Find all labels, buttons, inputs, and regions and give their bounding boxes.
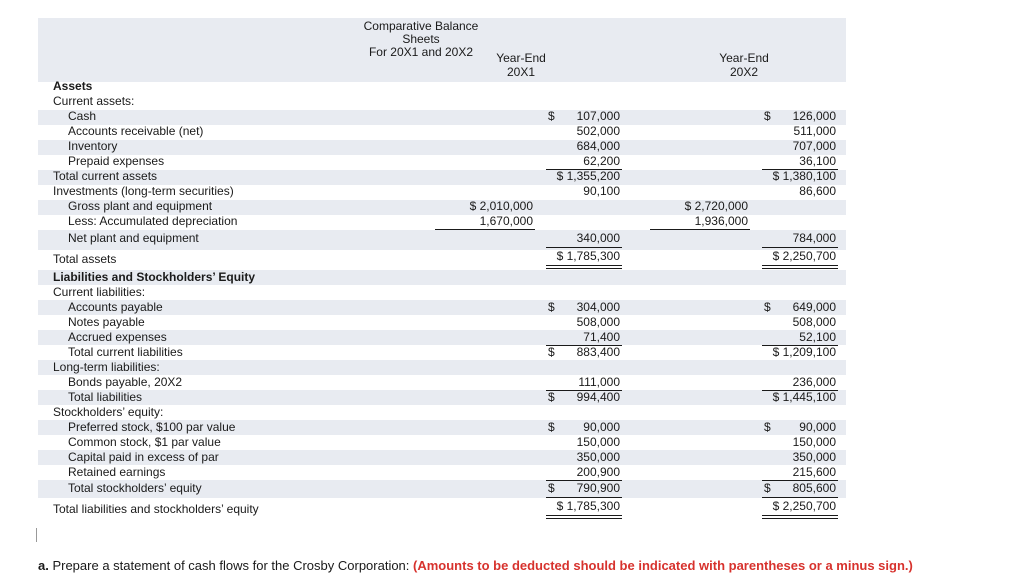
value-20x1: $ 1,785,300 [556, 249, 620, 263]
row-label: Total assets [53, 252, 117, 266]
value-20x1: 350,000 [576, 450, 620, 464]
row-label: Accrued expenses [68, 330, 167, 344]
column-header-20x1: Year-End 20X1 [496, 51, 546, 79]
double-underline [762, 265, 838, 269]
row-label: Net plant and equipment [68, 231, 199, 245]
subtotal-20x2: 1,936,000 [694, 214, 748, 228]
value-20x1: 502,000 [576, 124, 620, 138]
underline [650, 229, 750, 230]
value-20x2: 150,000 [792, 435, 836, 449]
row-label: Accounts payable [68, 300, 163, 314]
balance-sheet-table [38, 18, 846, 520]
value-20x2: 126,000 [792, 109, 836, 123]
value-20x2: $ 2,250,700 [772, 249, 836, 263]
value-20x2: $ 1,445,100 [772, 390, 836, 404]
divider [36, 528, 37, 542]
value-20x1: 107,000 [576, 109, 620, 123]
row-label: Total liabilities and stockholders’ equity [53, 502, 259, 516]
sheet-title: Comparative Balance Sheets For 20X1 and 20X2 [363, 19, 479, 59]
column-header-20x2: Year-End 20X2 [719, 51, 769, 79]
row-label: Preferred stock, $100 par value [68, 420, 236, 434]
question-text: Prepare a statement of cash flows for the Crosby Corporation: [48, 558, 414, 573]
dollar-sign: $ [548, 300, 555, 314]
value-20x1: 71,400 [583, 330, 620, 344]
question-prompt [38, 558, 913, 574]
underline [546, 247, 622, 248]
value-20x2: 36,100 [799, 154, 836, 168]
row-label: Common stock, $1 par value [68, 435, 221, 449]
row-label: Total current liabilities [68, 345, 183, 359]
value-20x2: 90,000 [799, 420, 836, 434]
row-label: Prepaid expenses [68, 154, 165, 168]
subtotal-20x2: $ 2,720,000 [684, 199, 748, 213]
underline [546, 497, 622, 498]
row-label: Bonds payable, 20X2 [68, 375, 183, 389]
value-20x2: $ 1,380,100 [772, 169, 836, 183]
value-20x1: 111,000 [578, 375, 620, 389]
row-label: Total stockholders’ equity [68, 481, 202, 495]
value-20x1: 90,000 [583, 420, 620, 434]
row-label: Capital paid in excess of par [68, 450, 219, 464]
row-label: Current liabilities: [53, 285, 146, 299]
value-20x1: 150,000 [576, 435, 620, 449]
row-band [38, 170, 846, 185]
dollar-sign: $ [548, 109, 555, 123]
row-label: Notes payable [68, 315, 145, 329]
value-20x1: 200,900 [576, 465, 620, 479]
value-20x2: 508,000 [792, 315, 836, 329]
row-label: Total current assets [53, 169, 158, 183]
value-20x1: 994,400 [576, 390, 620, 404]
underline [762, 497, 838, 498]
row-band [38, 110, 846, 125]
double-underline [762, 515, 838, 519]
value-20x2: 215,600 [792, 465, 836, 479]
value-20x1: 90,100 [583, 184, 620, 198]
dollar-sign: $ [548, 481, 555, 495]
value-20x1: 508,000 [576, 315, 620, 329]
value-20x2: $ 2,250,700 [772, 499, 836, 513]
value-20x2: 511,000 [793, 124, 836, 138]
question-part-label: a. [38, 558, 49, 573]
row-label: Total liabilities [68, 390, 143, 404]
row-label: Cash [68, 109, 97, 123]
dollar-sign: $ [764, 109, 771, 123]
value-20x1: 883,400 [576, 345, 620, 359]
row-band [38, 390, 846, 405]
row-label: Inventory [68, 139, 118, 153]
value-20x1: 62,200 [583, 154, 620, 168]
value-20x1: $ 1,355,200 [556, 169, 620, 183]
double-underline [546, 265, 622, 269]
value-20x1: 790,900 [576, 481, 620, 495]
dollar-sign: $ [548, 390, 555, 404]
underline [762, 247, 838, 248]
subtotal-20x1: 1,670,000 [479, 214, 533, 228]
value-20x2: 52,100 [799, 330, 836, 344]
dollar-sign: $ [548, 420, 555, 434]
dollar-sign: $ [764, 300, 771, 314]
dollar-sign: $ [764, 420, 771, 434]
value-20x2: 784,000 [792, 231, 836, 245]
question-instruction: (Amounts to be deducted should be indicated with parentheses or a minus sign.) [413, 558, 913, 573]
row-label: Accounts receivable (net) [68, 124, 204, 138]
value-20x2: 86,600 [799, 184, 836, 198]
section-heading: Liabilities and Stockholders’ Equity [53, 270, 256, 284]
value-20x1: $ 1,785,300 [556, 499, 620, 513]
dollar-sign: $ [548, 345, 555, 359]
subtotal-20x1: $ 2,010,000 [469, 199, 533, 213]
double-underline [546, 515, 622, 519]
row-band [38, 140, 846, 155]
value-20x1: 340,000 [576, 231, 620, 245]
row-label: Stockholders’ equity: [53, 405, 164, 419]
section-heading: Assets [53, 79, 93, 93]
value-20x2: $ 1,209,100 [772, 345, 836, 359]
row-label: Current assets: [53, 94, 135, 108]
underline [435, 229, 535, 230]
value-20x2: 350,000 [792, 450, 836, 464]
row-label: Gross plant and equipment [68, 199, 213, 213]
value-20x1: 684,000 [576, 139, 620, 153]
row-label: Long-term liabilities: [53, 360, 160, 374]
row-label: Retained earnings [68, 465, 166, 479]
value-20x2: 236,000 [792, 375, 836, 389]
row-label: Investments (long-term securities) [53, 184, 234, 198]
dollar-sign: $ [764, 481, 771, 495]
value-20x2: 805,600 [792, 481, 836, 495]
value-20x2: 707,000 [792, 139, 836, 153]
value-20x2: 649,000 [792, 300, 836, 314]
value-20x1: 304,000 [576, 300, 620, 314]
row-label: Less: Accumulated depreciation [68, 214, 238, 228]
